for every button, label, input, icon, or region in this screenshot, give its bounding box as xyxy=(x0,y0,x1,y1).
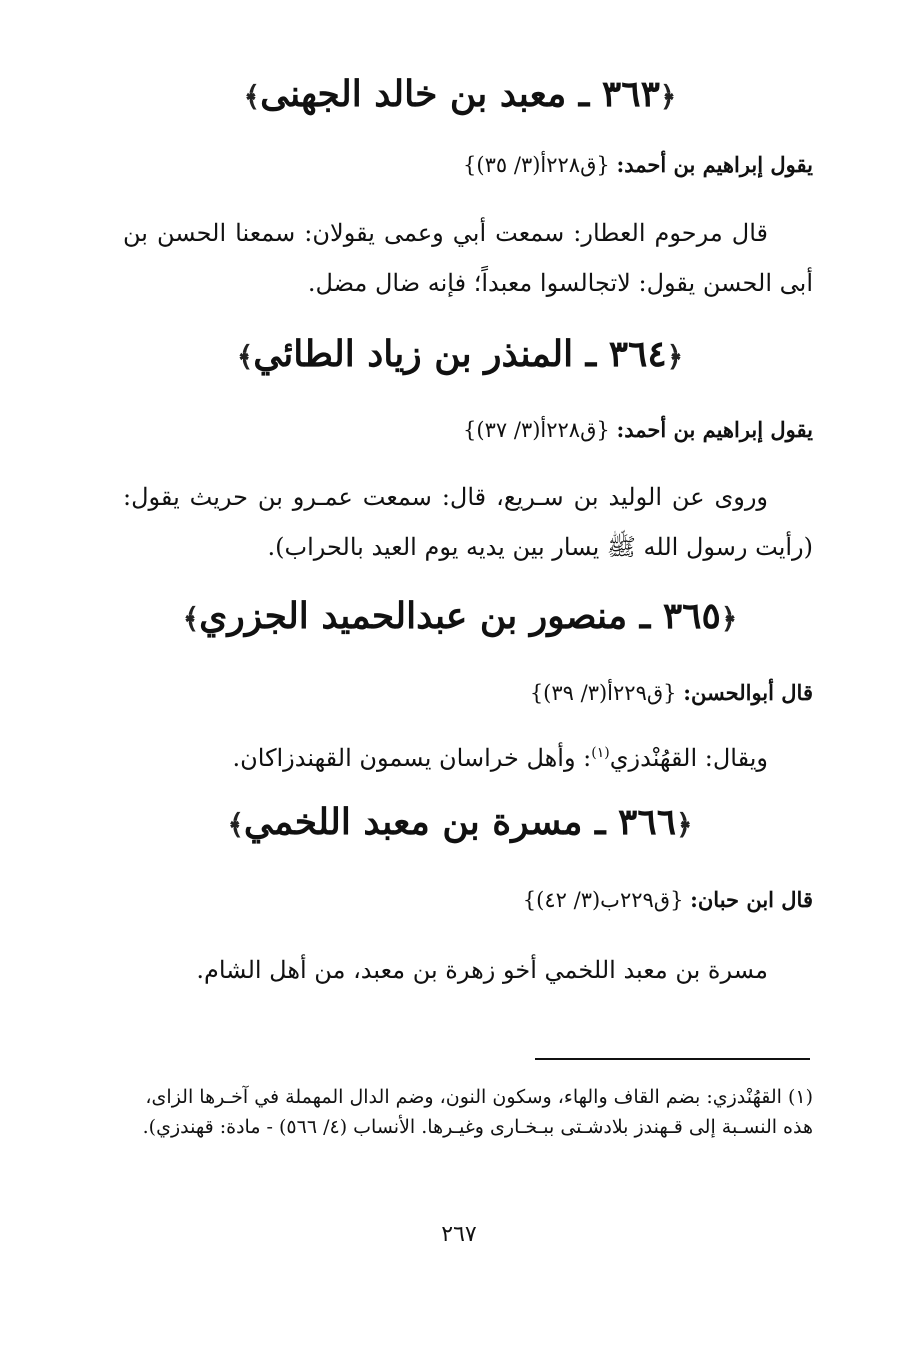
footnote: (١) القهُنْدزي: بضم القاف والهاء، وسكون النون، وضم الدال المهملة في آخـرها الزاى، هذه النسـبة إلى قـهندز بلادشـتى ببـخـارى وغيـرها. الأنساب (٤/ ٥٦٦) - مادة: قهندزي). xyxy=(142,1086,813,1138)
source-line-366 xyxy=(123,885,813,915)
entry-heading-text: ٣٦٥ ـ منصور بن عبدالحميد الجزري xyxy=(199,595,721,637)
entry-text-366: مسرة بن معبد اللخمي أخو زهرة بن معبد، من أهل الشام. xyxy=(196,956,768,984)
ornament-icon: ﴾ xyxy=(227,808,244,841)
source-line-364 xyxy=(123,415,813,445)
ornament-icon: ﴿ xyxy=(676,808,693,841)
entry-text-365 xyxy=(123,728,813,783)
ornament-icon: ﴾ xyxy=(243,80,261,113)
ornament-icon: ﴿ xyxy=(720,602,738,635)
page-number: ٢٦٧ xyxy=(441,1222,477,1247)
entry-text-364: وروى عن الوليد بن سـريع، قال: سمعت عمـرو بن حريث يقول: (رأيت رسول الله ﷺ يسار بين يديه يوم العيد بالحراب). xyxy=(123,483,813,561)
entry-heading-text: ٣٦٤ ـ المنذر بن زياد الطائي xyxy=(253,333,667,375)
entry-text-363: قال مرحوم العطار: سمعت أبي وعمى يقولان: سمعنا الحسن بن أبى الحسن يقول: لاتجالسوا معبداً؛ فإنه ضال مضل. xyxy=(123,219,813,297)
source-speaker: يقول إبراهيم بن أحمد: xyxy=(616,417,813,442)
source-reference: {ق٢٢٨أ(٣/ ٣٧)} xyxy=(463,418,610,442)
ornament-icon: ﴾ xyxy=(236,340,254,373)
entry-heading-365 xyxy=(110,592,810,643)
entry-heading-text: ٣٦٣ ـ معبد بن خالد الجهنى xyxy=(260,73,660,115)
source-speaker: يقول إبراهيم بن أحمد: xyxy=(616,152,813,177)
footnote-marker: (١) xyxy=(591,745,610,761)
source-reference: {ق٢٢٨أ(٣/ ٣٥)} xyxy=(463,153,610,177)
source-line-365 xyxy=(123,678,813,708)
source-reference: {ق٢٢٩ب(٣/ ٤٢)} xyxy=(522,888,684,912)
entry-heading-366 xyxy=(110,798,810,849)
source-line-363 xyxy=(123,150,813,180)
ornament-icon: ﴿ xyxy=(659,80,677,113)
source-reference: {ق٢٢٩أ(٣/ ٣٩)} xyxy=(529,681,677,705)
ornament-icon: ﴾ xyxy=(182,602,200,635)
entry-text-part: : وأهل خراسان يسمون القهندزاكان. xyxy=(232,744,592,772)
entry-heading-364 xyxy=(110,330,810,381)
entry-heading-text: ٣٦٦ ـ مسرة بن معبد اللخمي xyxy=(243,801,677,843)
footnote-divider xyxy=(535,1058,810,1060)
entry-text-part: ويقال: القهُنْدزي xyxy=(609,744,768,772)
ornament-icon: ﴿ xyxy=(666,340,684,373)
source-speaker: قال أبوالحسن: xyxy=(683,680,813,705)
entry-heading-363 xyxy=(110,70,810,121)
source-speaker: قال ابن حبان: xyxy=(690,887,813,912)
